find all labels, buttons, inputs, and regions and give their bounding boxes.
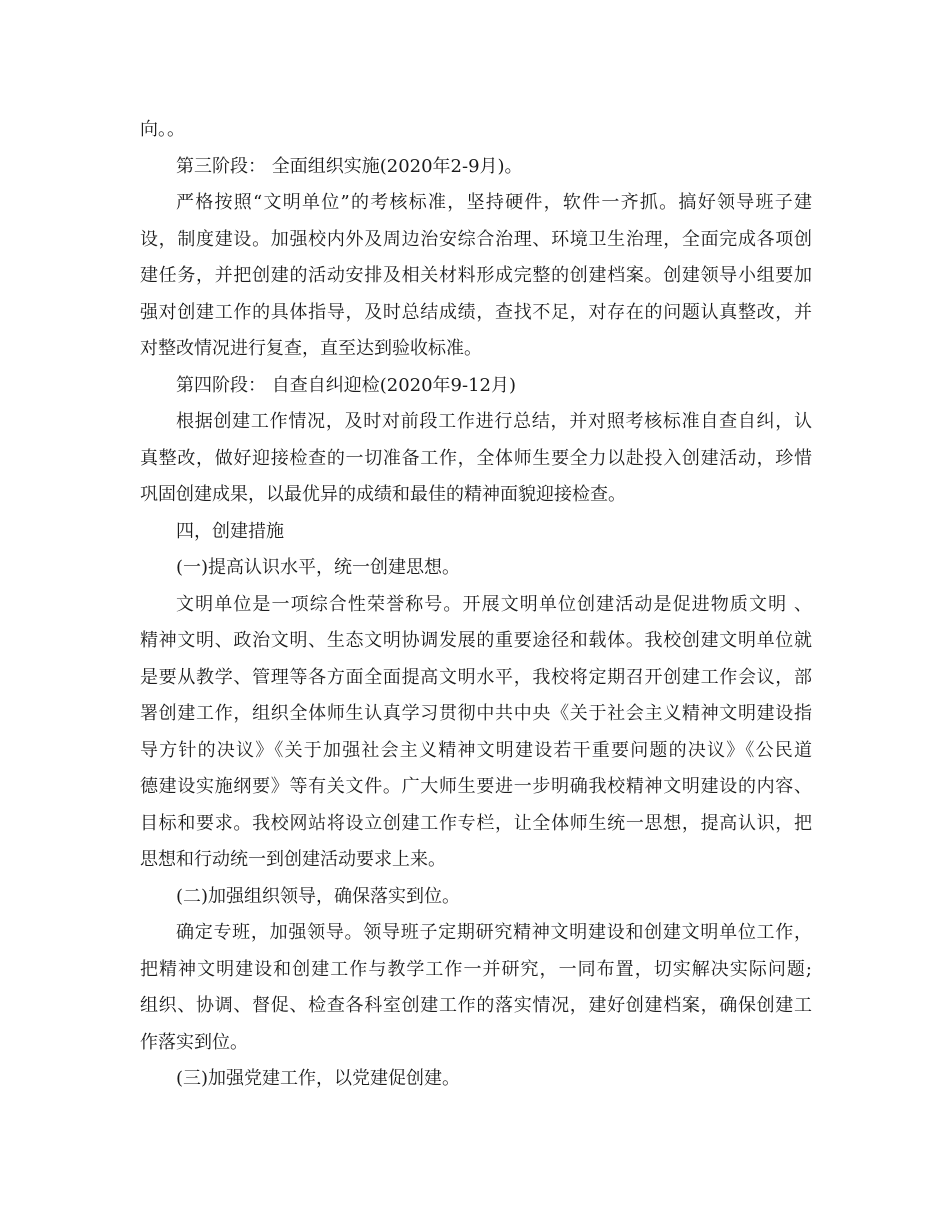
text-line: 根据创建工作情况，及时对前段工作进行总结，并对照考核标准自查自纠，认 (176, 411, 812, 432)
text-line: 德建设实施纲要》等有关文件。广大师生要进一步明确我校精神文明建设的内容、 (140, 776, 812, 797)
text-line: 向。。 (140, 119, 185, 140)
text-line: 组织、协调、督促、检查各科室创建工作的落实情况，建好创建档案，确保创建工 (140, 995, 812, 1016)
text-line: 强对创建工作的具体指导，及时总结成绩，查找不足，对存在的问题认真整改，并 (140, 301, 812, 323)
subsection-heading: (二)加强组织领导，确保落实到位。 (176, 885, 461, 907)
text-line: 精神文明、政治文明、生态文明协调发展的重要途径和载体。我校创建文明单位就 (140, 630, 812, 651)
text-line: 目标和要求。我校网站将设立创建工作专栏，让全体师生统一思想，提高认识，把 (140, 812, 812, 834)
subsection-heading: (一)提高认识水平，统一创建思想。 (176, 557, 461, 578)
section-heading: 第四阶段： 自查自纠迎检(2020年9-12月) (176, 374, 517, 396)
text-line: 文明单位是一项综合性荣誉称号。开展文明单位创建活动是促进物质文明 、 (176, 593, 812, 615)
text-line: 建任务，并把创建的活动安排及相关材料形成完整的创建档案。创建领导小组要加 (140, 265, 812, 286)
text-line: 严格按照“文明单位”的考核标准，坚持硬件，软件一齐抓。搞好领导班子建 (176, 192, 812, 213)
text-line: 把精神文明建设和创建工作与教学工作一并研究，一同布置，切实解决实际问题; (140, 958, 812, 980)
text-line: 署创建工作，组织全体师生认真学习贯彻中共中央《关于社会主义精神文明建设指 (140, 703, 812, 724)
document-page (140, 112, 812, 1098)
text-line: 对整改情况进行复查，直至达到验收标准。 (140, 338, 482, 359)
text-line: 设，制度建设。加强校内外及周边治安综合治理、环境卫生治理，全面完成各项创 (140, 228, 812, 250)
text-line: 导方针的决议》《关于加强社会主义精神文明建设若干重要问题的决议》《公民道 (140, 739, 812, 761)
subsection-heading: (三)加强党建工作，以党建促创建。 (176, 1068, 461, 1089)
text-line: 真整改，做好迎接检查的一切准备工作，全体师生要全力以赴投入创建活动，珍惜 (140, 447, 812, 469)
text-line: 确定专班，加强领导。领导班子定期研究精神文明建设和创建文明单位工作， (176, 922, 812, 943)
text-line: 作落实到位。 (140, 1031, 248, 1053)
text-line: 巩固创建成果，以最优异的成绩和最佳的精神面貌迎接检查。 (140, 484, 626, 505)
section-heading: 四，创建措施 (176, 520, 284, 542)
text-line: 思想和行动统一到创建活动要求上来。 (140, 849, 446, 870)
section-heading: 第三阶段： 全面组织实施(2020年2-9月)。 (176, 155, 523, 177)
text-line: 是要从教学、管理等各方面全面提高文明水平，我校将定期召开创建工作会议，部 (140, 666, 812, 688)
